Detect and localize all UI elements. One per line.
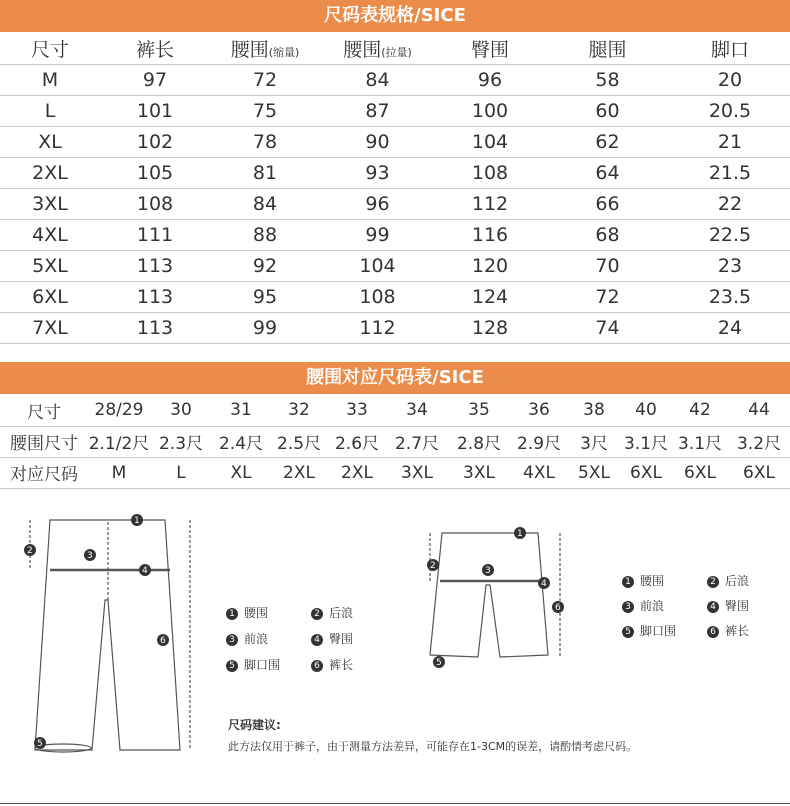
table-cell: 112 xyxy=(320,312,435,343)
table-cell: 24 xyxy=(670,312,790,343)
svg-text:6: 6 xyxy=(555,603,561,613)
legend-item xyxy=(311,656,353,673)
table-cell: 38 xyxy=(568,395,620,426)
table-cell: 74 xyxy=(545,312,670,343)
legend-label: 裤长 xyxy=(329,658,354,672)
table-cell: 113 xyxy=(100,281,210,312)
table-cell: 120 xyxy=(435,250,545,281)
table-cell: 40 xyxy=(620,395,672,426)
table-row xyxy=(0,188,790,219)
table-cell: 72 xyxy=(210,64,320,95)
table-cell: 3.1尺 xyxy=(620,426,672,457)
table-cell: 3.1尺 xyxy=(672,426,728,457)
svg-text:3: 3 xyxy=(485,566,491,576)
table-cell: 34 xyxy=(386,395,448,426)
legend-number: 4 xyxy=(311,634,323,646)
table-cell: 66 xyxy=(545,188,670,219)
table-cell: 28/29 xyxy=(88,395,150,426)
table-cell: 108 xyxy=(320,281,435,312)
table-row xyxy=(0,457,790,488)
legend-item xyxy=(707,622,749,639)
legend-number: 6 xyxy=(707,626,719,638)
header-size: 尺寸 xyxy=(0,33,100,64)
table-row xyxy=(0,426,790,457)
table-cell: 尺寸 xyxy=(0,395,88,426)
table-cell: 72 xyxy=(545,281,670,312)
table-cell: 33 xyxy=(328,395,386,426)
shorts-outline xyxy=(430,533,548,657)
table-cell: L xyxy=(150,457,212,488)
svg-text:4: 4 xyxy=(142,566,148,576)
svg-text:4: 4 xyxy=(541,579,547,589)
table-cell: 7XL xyxy=(0,312,100,343)
table-cell: 2.6尺 xyxy=(328,426,386,457)
header-waist-stretched: 腰围(拉量) xyxy=(320,33,435,64)
svg-text:5: 5 xyxy=(37,739,43,749)
legend-number: 2 xyxy=(707,576,719,588)
svg-text:6: 6 xyxy=(160,636,166,646)
table-cell: 22.5 xyxy=(670,219,790,250)
svg-text:1: 1 xyxy=(134,516,140,526)
table-cell: 31 xyxy=(212,395,270,426)
size-table-header xyxy=(0,33,790,64)
table-cell: 108 xyxy=(435,157,545,188)
table-cell: 20 xyxy=(670,64,790,95)
legend-item xyxy=(311,604,353,621)
header-hip: 臀围 xyxy=(435,33,545,64)
legend-item xyxy=(311,630,353,647)
legend-number: 1 xyxy=(226,608,238,620)
table-cell: 44 xyxy=(728,395,790,426)
legend-item xyxy=(622,622,676,639)
table-cell: 3XL xyxy=(0,188,100,219)
svg-text:2: 2 xyxy=(27,546,33,556)
table-cell: 6XL xyxy=(672,457,728,488)
table-row xyxy=(0,95,790,126)
legend-label: 后浪 xyxy=(725,574,750,588)
table-cell: M xyxy=(0,64,100,95)
svg-text:5: 5 xyxy=(436,658,442,668)
table-cell: 3XL xyxy=(448,457,510,488)
table-cell: 104 xyxy=(435,126,545,157)
table-cell: 97 xyxy=(100,64,210,95)
table-cell: 3.2尺 xyxy=(728,426,790,457)
legend-label: 前浪 xyxy=(244,632,269,646)
table-cell: 对应尺码 xyxy=(0,457,88,488)
table-cell: 128 xyxy=(435,312,545,343)
table-cell: 87 xyxy=(320,95,435,126)
header-hem: 脚口 xyxy=(670,33,790,64)
table-cell: 腰围尺寸 xyxy=(0,426,88,457)
table-cell: 6XL xyxy=(620,457,672,488)
table-cell: 21.5 xyxy=(670,157,790,188)
legend-label: 腰围 xyxy=(244,606,269,620)
table-row xyxy=(0,312,790,343)
table-cell: 22 xyxy=(670,188,790,219)
table-cell: 113 xyxy=(100,312,210,343)
table-cell: 6XL xyxy=(0,281,100,312)
long-pants-diagram xyxy=(20,510,210,760)
legend-item xyxy=(622,572,664,589)
table-row xyxy=(0,157,790,188)
waist-table xyxy=(0,395,790,489)
legend-label: 臀围 xyxy=(725,599,750,613)
table-cell: 36 xyxy=(510,395,568,426)
legend-label: 后浪 xyxy=(329,606,354,620)
table-cell: 3尺 xyxy=(568,426,620,457)
legend-number: 2 xyxy=(311,608,323,620)
table-row xyxy=(0,219,790,250)
table-cell: 112 xyxy=(435,188,545,219)
table-cell: XL xyxy=(212,457,270,488)
waist-table-title: 腰围对应尺码表/SICE xyxy=(0,362,790,394)
table-cell: 35 xyxy=(448,395,510,426)
table-cell: L xyxy=(0,95,100,126)
table-cell: 81 xyxy=(210,157,320,188)
table-cell: 2.9尺 xyxy=(510,426,568,457)
legend-item xyxy=(707,597,749,614)
table-row xyxy=(0,64,790,95)
table-cell: 75 xyxy=(210,95,320,126)
table-cell: 99 xyxy=(320,219,435,250)
table-cell: 62 xyxy=(545,126,670,157)
table-cell: 3XL xyxy=(386,457,448,488)
table-cell: 124 xyxy=(435,281,545,312)
table-row xyxy=(0,395,790,426)
legend-number: 6 xyxy=(311,660,323,672)
table-cell: 58 xyxy=(545,64,670,95)
table-cell: 2.5尺 xyxy=(270,426,328,457)
table-cell: 2XL xyxy=(0,157,100,188)
table-cell: 90 xyxy=(320,126,435,157)
legend-item xyxy=(707,572,749,589)
legend-label: 裤长 xyxy=(725,624,750,638)
table-cell: 116 xyxy=(435,219,545,250)
table-cell: 2.8尺 xyxy=(448,426,510,457)
table-cell: 6XL xyxy=(728,457,790,488)
advice-text: 此方法仅用于裤子，由于测量方法差异，可能存在1-3CM的误差，请酌情考虑尺码。 xyxy=(228,740,638,753)
table-cell: 105 xyxy=(100,157,210,188)
legend-item xyxy=(226,604,268,621)
table-cell: 84 xyxy=(210,188,320,219)
svg-text:1: 1 xyxy=(517,529,523,539)
table-cell: 96 xyxy=(435,64,545,95)
legend-label: 臀围 xyxy=(329,632,354,646)
table-row xyxy=(0,250,790,281)
table-cell: 42 xyxy=(672,395,728,426)
table-cell: 2.7尺 xyxy=(386,426,448,457)
table-cell: 21 xyxy=(670,126,790,157)
table-cell: 4XL xyxy=(510,457,568,488)
legend-item xyxy=(226,630,268,647)
shorts-diagram xyxy=(420,525,580,675)
table-cell: 108 xyxy=(100,188,210,219)
legend-label: 腰围 xyxy=(640,574,665,588)
table-cell: 23 xyxy=(670,250,790,281)
legend-number: 4 xyxy=(707,601,719,613)
table-cell: 88 xyxy=(210,219,320,250)
legend-number: 3 xyxy=(622,601,634,613)
table-cell: 2XL xyxy=(328,457,386,488)
table-cell: 23.5 xyxy=(670,281,790,312)
table-row xyxy=(0,281,790,312)
legend-number: 1 xyxy=(622,576,634,588)
legend-label: 前浪 xyxy=(640,599,665,613)
table-cell: 104 xyxy=(320,250,435,281)
size-table-title: 尺码表规格/SICE xyxy=(0,0,790,32)
table-cell: 32 xyxy=(270,395,328,426)
svg-text:2: 2 xyxy=(430,561,436,571)
table-cell: 2.1/2尺 xyxy=(88,426,150,457)
table-cell: 92 xyxy=(210,250,320,281)
table-cell: 102 xyxy=(100,126,210,157)
table-cell: 60 xyxy=(545,95,670,126)
advice-title: 尺码建议: xyxy=(228,718,281,732)
table-cell: 30 xyxy=(150,395,212,426)
table-cell: 68 xyxy=(545,219,670,250)
bottom-divider xyxy=(0,803,790,804)
table-cell: 99 xyxy=(210,312,320,343)
table-cell: 96 xyxy=(320,188,435,219)
legend-number: 3 xyxy=(226,634,238,646)
table-cell: 5XL xyxy=(568,457,620,488)
legend-item xyxy=(226,656,280,673)
table-cell: 70 xyxy=(545,250,670,281)
svg-text:3: 3 xyxy=(87,551,93,561)
table-cell: 2.3尺 xyxy=(150,426,212,457)
table-cell: 20.5 xyxy=(670,95,790,126)
header-waist-relaxed: 腰围(缩量) xyxy=(210,33,320,64)
legend-item xyxy=(622,597,664,614)
table-row xyxy=(0,126,790,157)
table-cell: 95 xyxy=(210,281,320,312)
table-cell: 111 xyxy=(100,219,210,250)
table-cell: 100 xyxy=(435,95,545,126)
legend-label: 脚口围 xyxy=(244,658,281,672)
table-cell: M xyxy=(88,457,150,488)
table-cell: XL xyxy=(0,126,100,157)
legend-label: 脚口围 xyxy=(640,624,677,638)
table-cell: 93 xyxy=(320,157,435,188)
table-cell: 84 xyxy=(320,64,435,95)
header-thigh: 腿围 xyxy=(545,33,670,64)
size-table xyxy=(0,33,790,344)
table-cell: 64 xyxy=(545,157,670,188)
table-cell: 2XL xyxy=(270,457,328,488)
table-cell: 113 xyxy=(100,250,210,281)
header-length: 裤长 xyxy=(100,33,210,64)
legend-number: 5 xyxy=(622,626,634,638)
table-cell: 5XL xyxy=(0,250,100,281)
legend-number: 5 xyxy=(226,660,238,672)
table-cell: 2.4尺 xyxy=(212,426,270,457)
table-cell: 4XL xyxy=(0,219,100,250)
table-cell: 101 xyxy=(100,95,210,126)
table-cell: 78 xyxy=(210,126,320,157)
